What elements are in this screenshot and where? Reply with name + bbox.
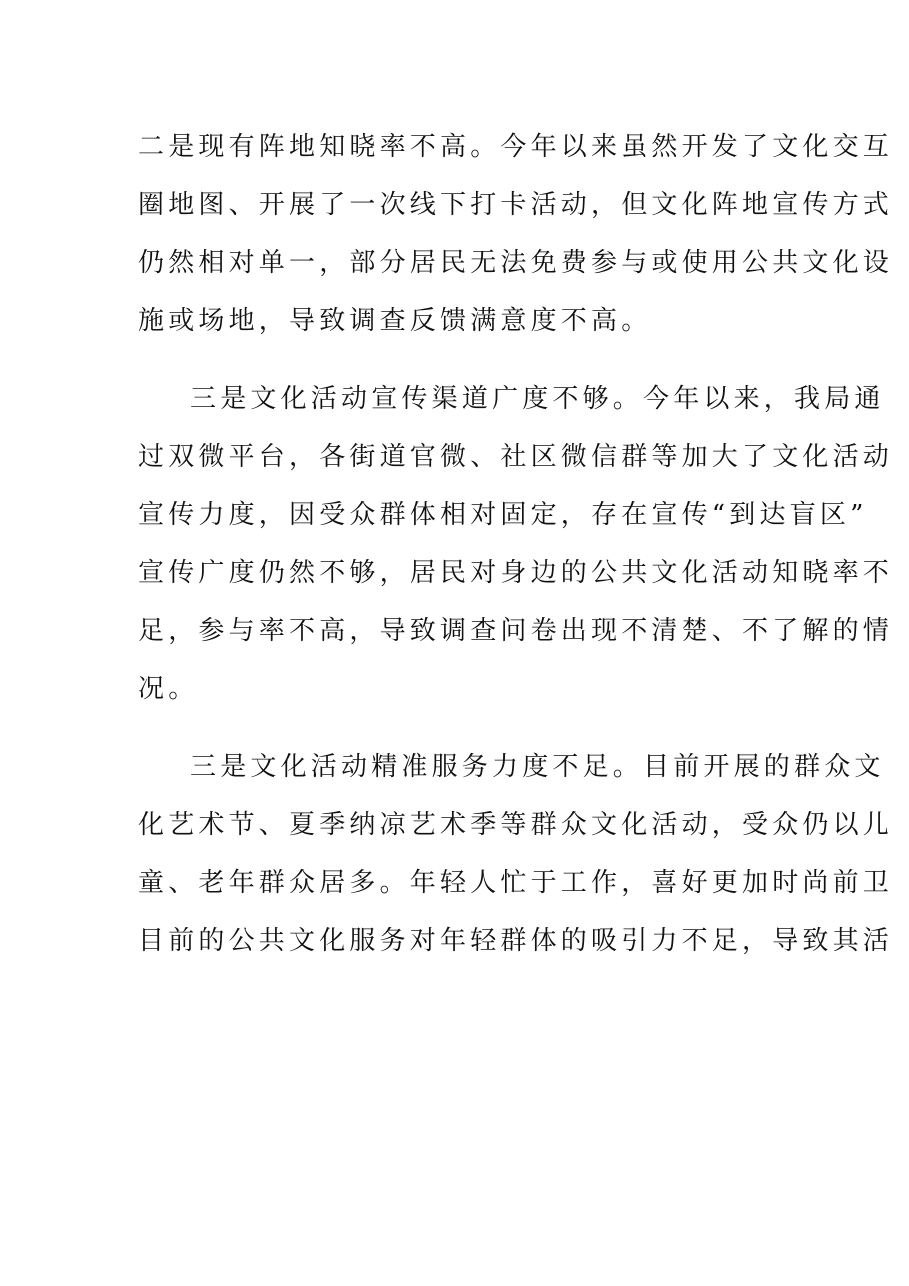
paragraph-spacer [138, 350, 772, 370]
text-line-indented: 三是文化活动宣传渠道广度不够。今年以来，我局通 [190, 384, 885, 414]
text-line: 目前的公共文化服务对年轻群体的吸引力不足，导致其活 [138, 926, 894, 956]
document-body [138, 118, 894, 970]
text-line-indented: 三是文化活动精准服务力度不足。目前开展的群众文 [190, 752, 885, 782]
text-line: 况。 [138, 674, 199, 704]
text-line: 圈地图、开展了一次线下打卡活动，但文化阵地宣传方式 [138, 190, 894, 220]
text-line: 童、老年群众居多。年轻人忙于工作，喜好更加时尚前卫 [138, 868, 894, 898]
text-line: 宣传力度，因受众群体相对固定，存在宣传“到达盲区” [138, 500, 868, 530]
paragraph-2 [138, 370, 894, 718]
text-line: 足，参与率不高，导致调查问卷出现不清楚、不了解的情 [138, 616, 894, 646]
text-line: 化艺术节、夏季纳凉艺术季等群众文化活动，受众仍以儿 [138, 810, 894, 840]
text-line: 施或场地，导致调查反馈满意度不高。 [138, 306, 652, 336]
paragraph-spacer [138, 718, 772, 738]
text-line: 宣传广度仍然不够，居民对身边的公共文化活动知晓率不 [138, 558, 894, 588]
text-line: 仍然相对单一，部分居民无法免费参与或使用公共文化设 [138, 248, 894, 278]
paragraph-1 [138, 118, 894, 350]
paragraph-3 [138, 738, 894, 970]
text-line: 过双微平台，各街道官微、社区微信群等加大了文化活动 [138, 442, 894, 472]
text-line: 二是现有阵地知晓率不高。今年以来虽然开发了文化交互 [138, 132, 894, 162]
